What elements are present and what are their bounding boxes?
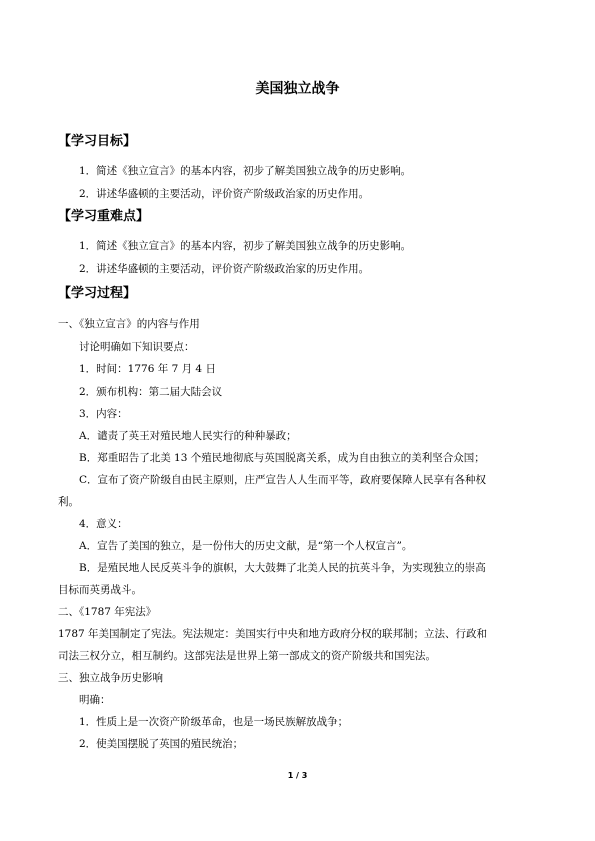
key-item-1: 1．简述《独立宣言》的基本内容，初步了解美国独立战争的历史影响。 [79,240,412,252]
process-section-3-title: 三、独立战争历史影响 [58,672,163,684]
process-line: A．宣告了美国的独立，是一份伟大的历史文献，是“第一个人权宣言”。 [79,540,413,552]
process-line: 讨论明确如下知识要点： [79,341,195,353]
process-line: 2．颁布机构：第二届大陆会议 [79,386,223,398]
process-line: 4．意义： [79,518,128,530]
process-line: 1．性质上是一次资产阶级革命，也是一场民族解放战争； [79,716,349,728]
process-line: 3．内容： [79,408,128,420]
process-line: C．宣布了资产阶级自由民主原则，庄严宣告人人生而平等，政府要保障人民享有各种权 [79,474,487,486]
heading-learning-goals: 【学习目标】 [58,134,137,149]
process-line: A．谴责了英王对殖民地人民实行的种种暴政； [79,430,297,442]
page-number: 1 / 3 [287,771,308,780]
process-line: 1787 年美国制定了宪法。宪法规定：美国实行中央和地方政府分权的联邦制；立法、行政和 [58,628,488,640]
process-line: 明确： [79,694,111,706]
process-line: 1．时间：1776 年 7 月 4 日 [79,363,216,375]
goal-item-2: 2．讲述华盛顿的主要活动，评价资产阶级政治家的历史作用。 [79,188,370,200]
process-line: 2．使美国摆脱了英国的殖民统治； [79,738,244,750]
goal-item-1: 1．简述《独立宣言》的基本内容，初步了解美国独立战争的历史影响。 [79,165,412,177]
heading-key-points: 【学习重难点】 [58,209,150,224]
process-section-1-title: 一、《独立宣言》的内容与作用 [58,318,200,330]
process-line: 司法三权分立，相互制约。这部宪法是世界上第一部成文的资产阶级共和国宪法。 [58,650,436,662]
process-line: 利。 [58,496,79,508]
process-line: B．是殖民地人民反英斗争的旗帜，大大鼓舞了北美人民的抗英斗争，为实现独立的崇高 [79,562,486,574]
process-line: B．郑重昭告了北美 13 个殖民地彻底与英国脱离关系，成为自由独立的美利坚合众国； [79,452,485,464]
process-line: 目标而英勇战斗。 [58,584,142,596]
heading-learning-process: 【学习过程】 [58,286,137,301]
key-item-2: 2．讲述华盛顿的主要活动，评价资产阶级政治家的历史作用。 [79,263,370,275]
page-title: 美国独立战争 [255,81,340,97]
process-section-2-title: 二、《1787 年宪法》 [58,606,157,618]
